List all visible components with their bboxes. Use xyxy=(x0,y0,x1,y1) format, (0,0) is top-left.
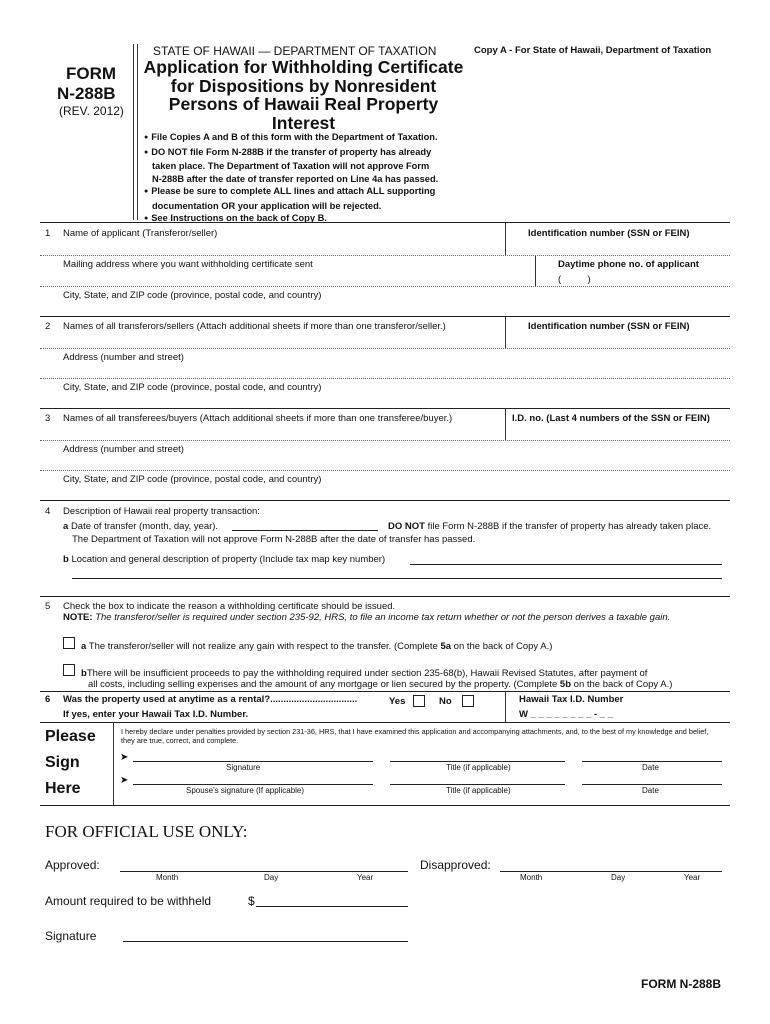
form-title-line: Persons of Hawaii Real Property xyxy=(168,94,439,114)
rental-question: Was the property used at anytime as a rental?................................. xyxy=(63,694,358,705)
title-input[interactable] xyxy=(390,761,565,762)
section-rule xyxy=(40,500,730,501)
reason-b-end: on the back of Copy A.) xyxy=(573,679,673,690)
declaration-text: I hereby declare under penalties provided by section 231-36, HRS, that I have examined this application and accompanying attachments, and, to the best of my knowledge and belief, they are true, correct, and complete. xyxy=(121,727,709,745)
disapproved-day-caption: Day xyxy=(611,873,626,882)
reason-note xyxy=(63,612,670,623)
transferor-id-field[interactable]: Identification number (SSN or FEIN) xyxy=(528,321,690,332)
header-rule xyxy=(40,222,730,223)
approved-day-caption: Day xyxy=(264,873,279,882)
column-divider xyxy=(505,692,506,722)
signature-caption: Signature xyxy=(226,763,261,772)
note-text: The transferor/seller is required under section 235-92, HRS, to file an income tax return whether or not the person derives a taxable gain. xyxy=(95,612,671,623)
form-title-line: Application for Withholding Certificate xyxy=(143,57,464,77)
form-title xyxy=(137,58,470,132)
disapproved-date-input[interactable] xyxy=(500,871,722,872)
field-rule xyxy=(40,378,730,379)
please-label: Please xyxy=(45,728,96,745)
spouse-arrow-icon: ➤ xyxy=(120,775,129,786)
transferee-id-field[interactable]: I.D. no. (Last 4 numbers of the SSN or FEIN) xyxy=(512,413,710,424)
spouse-date-input[interactable] xyxy=(582,784,722,785)
mailing-address-field[interactable]: Mailing address where you want withholding certificate sent xyxy=(63,259,313,270)
transferee-address-field[interactable]: Address (number and street) xyxy=(63,444,184,455)
field-rule xyxy=(40,286,730,287)
section-rule xyxy=(40,408,730,409)
field-rule xyxy=(40,255,730,256)
title-caption: Title (if applicable) xyxy=(446,763,511,772)
signature-arrow-icon: ➤ xyxy=(120,752,129,763)
form-title-line: Interest xyxy=(271,112,336,133)
reason-a-text: The transferor/seller will not realize any gain with respect to the transfer. (Complete xyxy=(88,641,438,652)
reason-b-label-2 xyxy=(88,679,672,690)
sign-divider xyxy=(113,722,114,805)
reason-a-end: on the back of Copy A.) xyxy=(453,641,553,652)
do-not-label: DO NOT xyxy=(388,521,425,532)
filing-instructions xyxy=(144,131,438,227)
phone-area-code[interactable]: ( ) xyxy=(558,274,591,285)
transferor-names-field[interactable]: Names of all transferors/sellers (Attach additional sheets if more than one transferor/seller.) xyxy=(63,321,446,332)
field-rule xyxy=(40,348,730,349)
section-rule xyxy=(40,691,730,692)
tax-id-input[interactable]: W _ _ _ _ _ _ _ _ - _ _ xyxy=(519,709,613,720)
rental-no-label: No xyxy=(439,696,452,707)
transfer-date-input[interactable] xyxy=(232,530,378,531)
item-letter: a xyxy=(81,641,87,652)
line-number: 4 xyxy=(45,506,51,517)
signature-input[interactable] xyxy=(133,761,373,762)
form-number: N-288B xyxy=(57,84,116,103)
tax-id-label: Hawaii Tax I.D. Number xyxy=(519,694,624,705)
dollar-sign: $ xyxy=(248,894,255,908)
disapproved-label: Disapproved: xyxy=(420,858,491,872)
amount-withheld-input[interactable] xyxy=(256,906,408,907)
sign-label: Sign xyxy=(45,754,80,771)
spouse-signature-input[interactable] xyxy=(133,784,373,785)
instruction-continuation: taken place. The Department of Taxation will not approve Form xyxy=(152,161,430,171)
spouse-signature-caption: Spouse's signature (If applicable) xyxy=(186,786,305,795)
reason-a-ref: 5a xyxy=(440,641,452,652)
rental-followup: If yes, enter your Hawaii Tax I.D. Number. xyxy=(63,709,249,720)
disapproved-year-caption: Year xyxy=(684,873,701,882)
reason-b-text: There will be insufficient proceeds to pay the withholding required under section 235-68(b), Hawaii Revised Statutes, after payment of xyxy=(86,668,648,679)
item-letter: b xyxy=(81,668,87,679)
instruction-bullet: ● File Copies A and B of this form with the Department of Taxation. xyxy=(144,131,438,146)
section-rule xyxy=(40,805,730,806)
form-title-line: for Dispositions by Nonresident xyxy=(170,75,437,96)
reason-a-label xyxy=(81,641,552,652)
line-number: 6 xyxy=(45,694,51,705)
reason-a-checkbox[interactable] xyxy=(63,637,75,649)
header-divider-left xyxy=(133,44,134,220)
city-state-zip-field[interactable]: City, State, and ZIP code (province, postal code, and country) xyxy=(63,290,322,301)
transferor-city-field[interactable]: City, State, and ZIP code (province, postal code, and country) xyxy=(63,382,322,393)
reason-b-checkbox[interactable] xyxy=(63,664,75,676)
state-department: STATE OF HAWAII — DEPARTMENT OF TAXATION xyxy=(153,44,437,58)
transfer-date-text: Date of transfer (month, day, year). xyxy=(70,521,219,532)
form-revision: (REV. 2012) xyxy=(59,104,124,118)
item-letter: b xyxy=(63,554,69,565)
approved-month-caption: Month xyxy=(156,873,179,882)
property-location-input[interactable] xyxy=(410,564,722,565)
official-use-heading: FOR OFFICIAL USE ONLY: xyxy=(45,822,248,841)
instruction-bullet: ● Please be sure to complete ALL lines and attach ALL supporting xyxy=(144,185,438,200)
property-location-label xyxy=(63,554,385,565)
column-divider xyxy=(505,317,506,348)
daytime-phone-field[interactable]: Daytime phone no. of applicant xyxy=(558,259,699,270)
do-not-text: file Form N-288B if the transfer of property has already taken place. xyxy=(427,521,712,532)
official-signature-label: Signature xyxy=(45,929,97,943)
date-caption: Date xyxy=(642,763,659,772)
line-number: 3 xyxy=(45,413,51,424)
section-rule xyxy=(40,316,730,317)
column-divider xyxy=(535,256,536,286)
rental-yes-label: Yes xyxy=(389,696,406,707)
section-rule xyxy=(40,596,730,597)
property-location-text: Location and general description of property (Include tax map key number) xyxy=(71,554,386,565)
field-rule xyxy=(40,470,730,471)
spouse-title-caption: Title (if applicable) xyxy=(446,786,511,795)
column-divider xyxy=(505,409,506,440)
transfer-date-warning xyxy=(388,521,711,532)
transferee-names-field[interactable]: Names of all transferees/buyers (Attach additional sheets if more than one transferee/buyer.) xyxy=(63,413,453,424)
instruction-continuation: documentation OR your application will be rejected. xyxy=(152,200,382,211)
official-signature-input[interactable] xyxy=(123,941,408,942)
section-rule xyxy=(40,722,730,723)
transaction-description-label: Description of Hawaii real property transaction: xyxy=(63,506,260,517)
approved-date-input[interactable] xyxy=(120,871,408,872)
amount-withheld-label: Amount required to be withheld xyxy=(45,894,212,908)
instruction-continuation: N-288B after the date of transfer reported on Line 4a has passed. xyxy=(152,173,439,184)
disapproved-month-caption: Month xyxy=(520,873,543,882)
date-input[interactable] xyxy=(582,761,722,762)
reason-instruction: Check the box to indicate the reason a withholding certificate should be issued. xyxy=(63,601,396,612)
instruction-bullet: ● DO NOT file Form N-288B if the transfer of property has already xyxy=(144,146,438,161)
instruction-bullet: ● See Instructions on the back of Copy B. xyxy=(144,212,438,227)
line-number: 2 xyxy=(45,321,51,332)
reason-b-ref: 5b xyxy=(559,679,572,690)
note-label: NOTE: xyxy=(63,612,93,623)
line-number: 5 xyxy=(45,601,51,612)
footer-form-number: FORM N-288B xyxy=(641,977,722,991)
reason-b-label xyxy=(81,668,647,679)
line-number: 1 xyxy=(45,228,51,239)
transfer-date-label xyxy=(63,521,218,532)
approved-year-caption: Year xyxy=(357,873,374,882)
item-letter: a xyxy=(63,521,69,532)
rental-yes-checkbox[interactable] xyxy=(413,695,425,707)
column-divider xyxy=(505,223,506,255)
spouse-title-input[interactable] xyxy=(390,784,565,785)
copy-label: Copy A - For State of Hawaii, Department of Taxation xyxy=(474,45,712,56)
transfer-date-warning-2: The Department of Taxation will not approve Form N-288B after the date of transfer has passed. xyxy=(72,534,476,545)
approved-label: Approved: xyxy=(45,858,100,872)
form-word: FORM xyxy=(66,64,117,83)
transferee-city-field[interactable]: City, State, and ZIP code (province, postal code, and country) xyxy=(63,474,322,485)
here-label: Here xyxy=(45,780,81,797)
field-rule xyxy=(40,440,730,441)
transferor-address-field[interactable]: Address (number and street) xyxy=(63,352,184,363)
reason-b-text-2: all costs, including selling expenses and the amount of any mortgage or lien secured by the property. (Complete xyxy=(88,679,558,690)
applicant-name-field[interactable]: Name of applicant (Transferor/seller) xyxy=(63,228,218,239)
spouse-date-caption: Date xyxy=(642,786,659,795)
applicant-id-field[interactable]: Identification number (SSN or FEIN) xyxy=(528,228,690,239)
property-location-input-2[interactable] xyxy=(72,578,722,579)
rental-no-checkbox[interactable] xyxy=(462,695,474,707)
